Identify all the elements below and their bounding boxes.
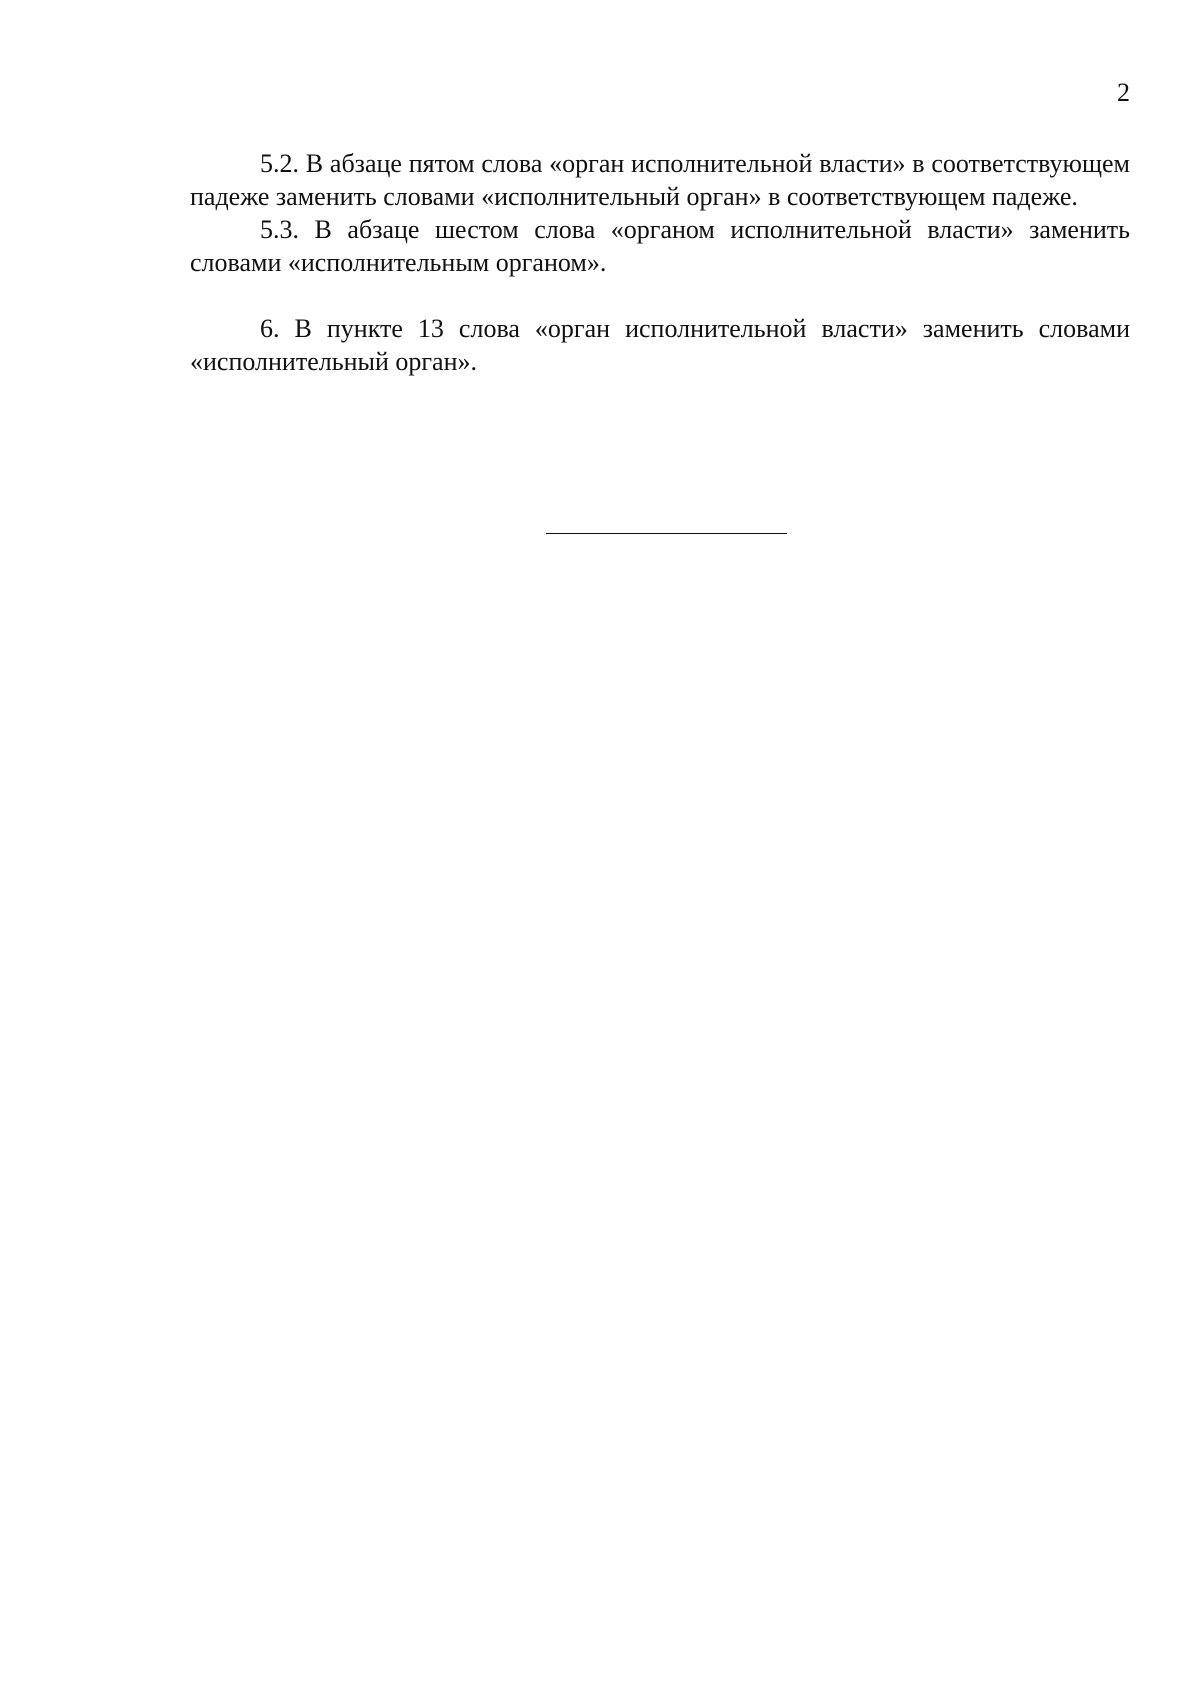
paragraph-5-2: 5.2. В абзаце пятом слова «орган исполнительной власти» в соответствующем падеже заменить словами «исполнительный орган» в соответствующем падеже. — [190, 149, 1130, 211]
page-number: 2 — [1117, 78, 1130, 107]
paragraph-5-3: 5.3. В абзаце шестом слова «органом исполнительной власти» заменить словами «исполнительным органом». — [190, 215, 1130, 277]
document-body — [190, 147, 1130, 378]
end-of-document-rule — [546, 533, 787, 534]
paragraph-6: 6. В пункте 13 слова «орган исполнительной власти» заменить словами «исполнительный орган». — [190, 314, 1130, 376]
